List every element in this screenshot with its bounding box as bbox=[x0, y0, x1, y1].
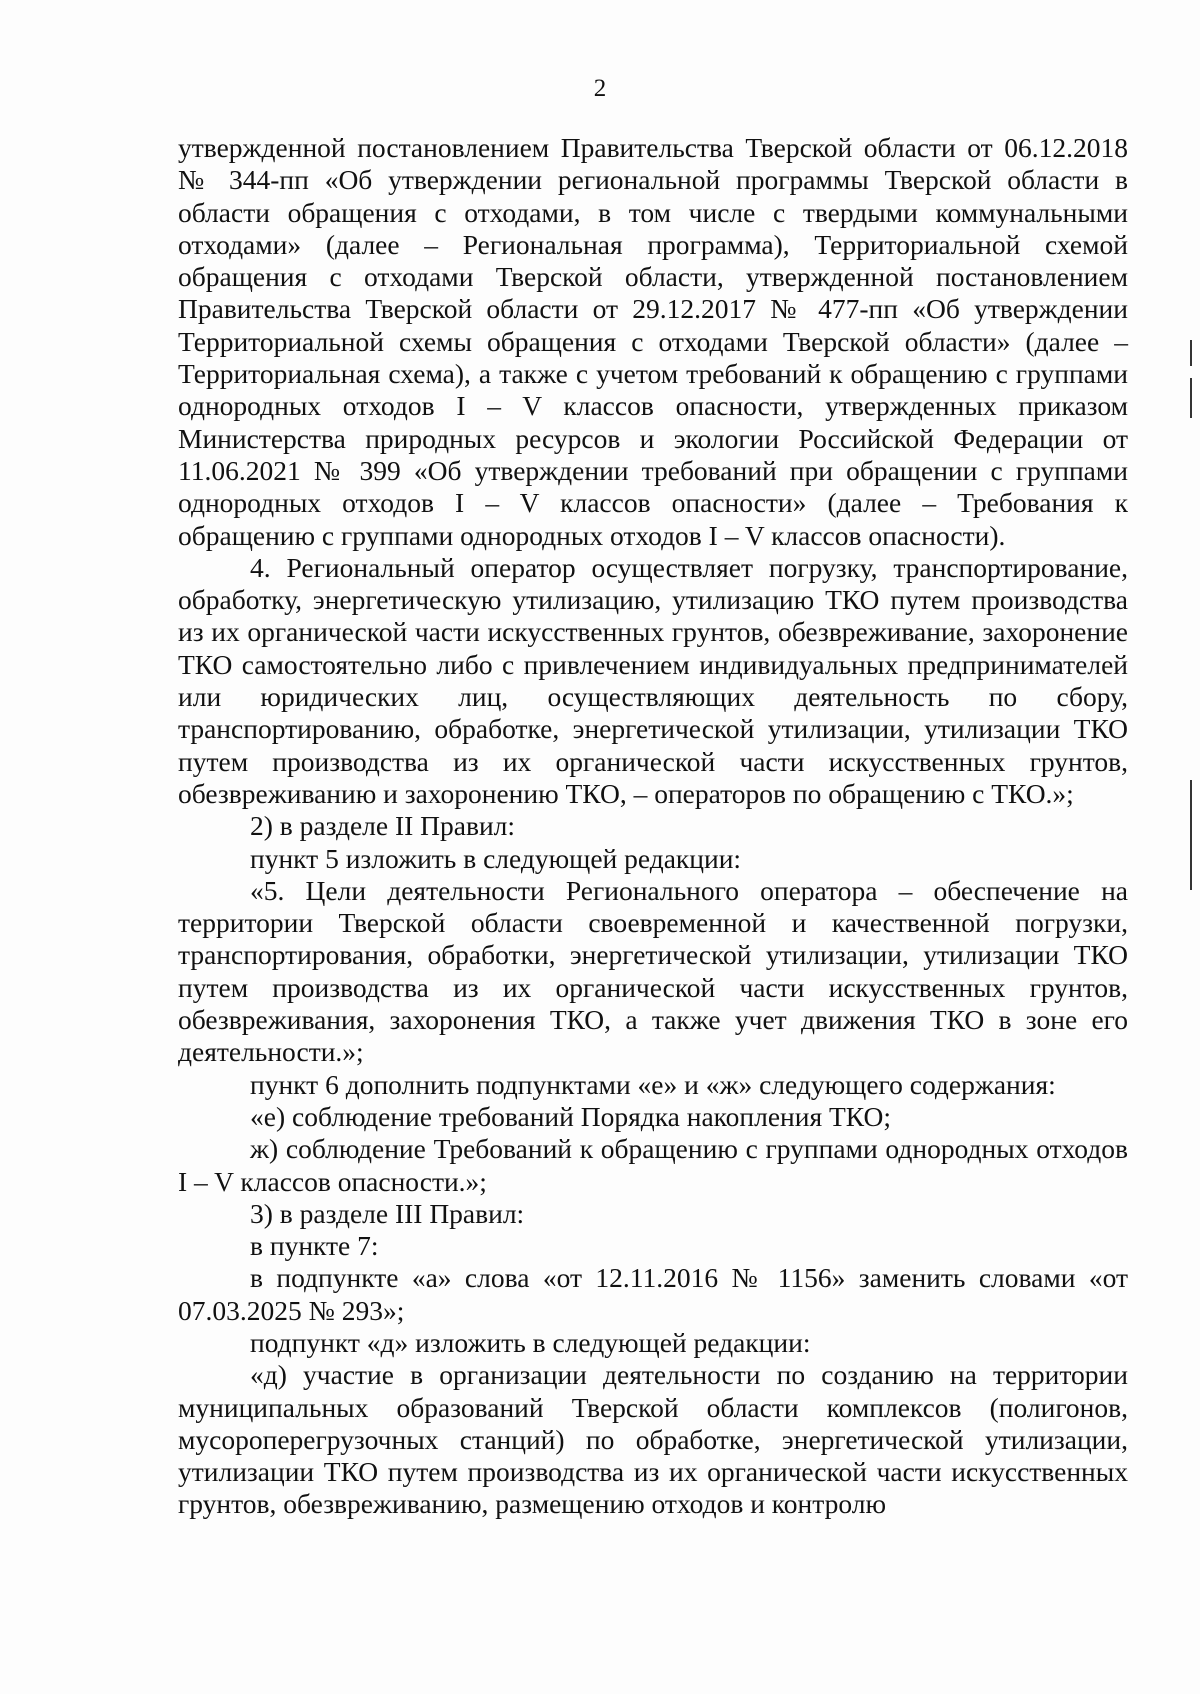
paragraph-subpoint-e: «е) соблюдение требований Порядка накопления ТКО; bbox=[250, 1100, 891, 1132]
scan-edge-mark bbox=[1190, 378, 1192, 418]
paragraph-point-5-text: «5. Цели деятельности Регионального оператора – обеспечение на территории Тверской области своевременной и качественной погрузки, транспортирования, обработки, энергетической утилизации, утилизации ТКО путем производства из их органической части искусственных грунтов, обезвреживания, захоронения ТКО, а также учет движения ТКО в зоне его деятельности.»; bbox=[178, 874, 1128, 1068]
document-body bbox=[178, 132, 1128, 1521]
paragraph-subpoint-d-intro: подпункт «д» изложить в следующей редакции: bbox=[250, 1326, 811, 1358]
paragraph-point-7-intro: в пункте 7: bbox=[250, 1230, 379, 1262]
scan-edge-mark bbox=[1190, 780, 1192, 890]
scan-edge-mark bbox=[1190, 340, 1192, 366]
paragraph-section-2-heading: 2) в разделе II Правил: bbox=[250, 810, 516, 842]
paragraph-subpoint-d-text: «д) участие в организации деятельности по созданию на территории муниципальных образований Тверской области комплексов (полигонов, мусороперегрузочных станций) по обработке, энергетической утилизации, утилизации ТКО путем производства из их органической части искусственных грунтов, обезвреживанию, размещению отходов и контролю bbox=[178, 1359, 1128, 1520]
paragraph-item-4: 4. Региональный оператор осуществляет погрузку, транспортирование, обработку, энергетическую утилизацию, утилизацию ТКО путем производства из их органической части искусственных грунтов, обезвреживание, захоронение ТКО самостоятельно либо с привлечением индивидуальных предпринимателей или юридических лиц, осуществляющих деятельность по сбору, транспортированию, обработке, энергетической утилизации, утилизации ТКО путем производства из их органической части искусственных грунтов, обезвреживанию и захоронению ТКО, – операторов по обращению с ТКО.»; bbox=[178, 551, 1128, 809]
paragraph-continuation: утвержденной постановлением Правительства Тверской области от 06.12.2018 № 344-пп «Об утверждении региональной программы Тверской области в области обращения с отходами, в том числе с твердыми коммунальными отходами» (далее – Региональная программа), Территориальной схемой обращения с отходами Тверской области, утвержденной постановлением Правительства Тверской области от 29.12.2017 № 477-пп «Об утверждении Территориальной схемы обращения с отходами Тверской области» (далее – Территориальная схема), а также с учетом требований к обращению с группами однородных отходов I – V классов опасности, утвержденных приказом Министерства природных ресурсов и экологии Российской Федерации от 11.06.2021 № 399 «Об утверждении требований при обращении с группами однородных отходов I – V классов опасности» (далее – Требования к обращению с группами однородных отходов I – V классов опасности). bbox=[178, 132, 1128, 551]
paragraph-subpoint-a-change: в подпункте «а» слова «от 12.11.2016 № 1156» заменить словами «от 07.03.2025 № 293»; bbox=[178, 1262, 1128, 1326]
paragraph-point-6-intro: пункт 6 дополнить подпунктами «е» и «ж» следующего содержания: bbox=[250, 1068, 1056, 1100]
paragraph-section-3-heading: 3) в разделе III Правил: bbox=[250, 1197, 525, 1229]
paragraph-point-5-intro: пункт 5 изложить в следующей редакции: bbox=[250, 842, 742, 874]
paragraph-subpoint-zh: ж) соблюдение Требований к обращению с группами однородных отходов I – V классов опасности.»; bbox=[178, 1133, 1128, 1197]
page-number: 2 bbox=[593, 75, 607, 102]
